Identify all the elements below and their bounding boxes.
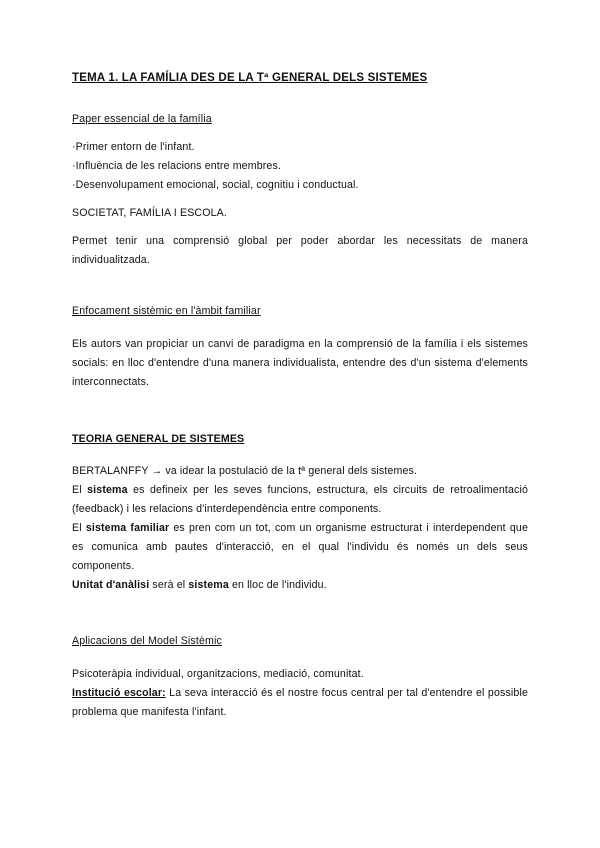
term-sistema: sistema bbox=[188, 579, 229, 591]
term-unitat-analisi: Unitat d'anàlisi bbox=[72, 579, 150, 591]
societat-line: SOCIETAT, FAMÍLIA I ESCOLA. bbox=[72, 207, 227, 219]
term-sistema: sistema bbox=[87, 484, 128, 496]
paragraph-comprensio: Permet tenir una comprensió global per poder abordar les necessitats de manera individualitzada. bbox=[72, 235, 528, 266]
paragraph-sistema-familiar: El sistema familiar es pren com un tot, com un organisme estructurat i interdependent que es comunica amb pautes d'interacció, en el qual l'individu és només un dels seus components. bbox=[72, 522, 528, 572]
aplicacions-line: Psicoteràpia individual, organitzacions, mediació, comunitat. bbox=[72, 668, 364, 680]
paragraph-institucio: Institució escolar: La seva interacció és el nostre focus central per tal d'entendre el possible problema que manifesta l'infant. bbox=[72, 687, 528, 718]
bullet-item: ·Desenvolupament emocional, social, cognitiu i conductual. bbox=[72, 179, 359, 191]
aplicacions-body bbox=[72, 665, 528, 722]
paragraph-unitat-analisi: Unitat d'anàlisi serà el sistema en lloc de l'individu. bbox=[72, 579, 327, 591]
bullet-item: ·Primer entorn de l'infant. bbox=[72, 141, 195, 153]
bullet-list bbox=[72, 138, 528, 195]
paragraph-sistema: El sistema es defineix per les seves funcions, estructura, els circuits de retroalimentació (feedback) i les relacions d'interdependència entre components. bbox=[72, 484, 528, 515]
term-sistema-familiar: sistema familiar bbox=[85, 522, 170, 534]
bullet-item: ·Influència de les relacions entre membres. bbox=[72, 160, 282, 172]
document-title: TEMA 1. LA FAMÍLIA DES DE LA Tª GENERAL DELS SISTEMES bbox=[72, 72, 428, 84]
heading-aplicacions: Aplicacions del Model Sistèmic bbox=[72, 635, 222, 647]
heading-paper-essencial: Paper essencial de la família bbox=[72, 113, 212, 125]
heading-teoria-general: TEORIA GENERAL DE SISTEMES bbox=[72, 433, 245, 445]
bertalanffy-line: BERTALANFFY → va idear la postulació de la tª general dels sistemes. bbox=[72, 465, 418, 477]
teoria-body bbox=[72, 462, 528, 595]
heading-enfocament: Enfocament sistèmic en l'àmbit familiar bbox=[72, 305, 261, 317]
paragraph-enfocament: Els autors van propiciar un canvi de paradigma en la comprensió de la família i els sistemes socials: en lloc d'entendre d'una manera individualista, entendre des d'un sistema d'elements interconnectats. bbox=[72, 338, 528, 388]
term-institucio-escolar: Institució escolar: bbox=[72, 687, 166, 699]
